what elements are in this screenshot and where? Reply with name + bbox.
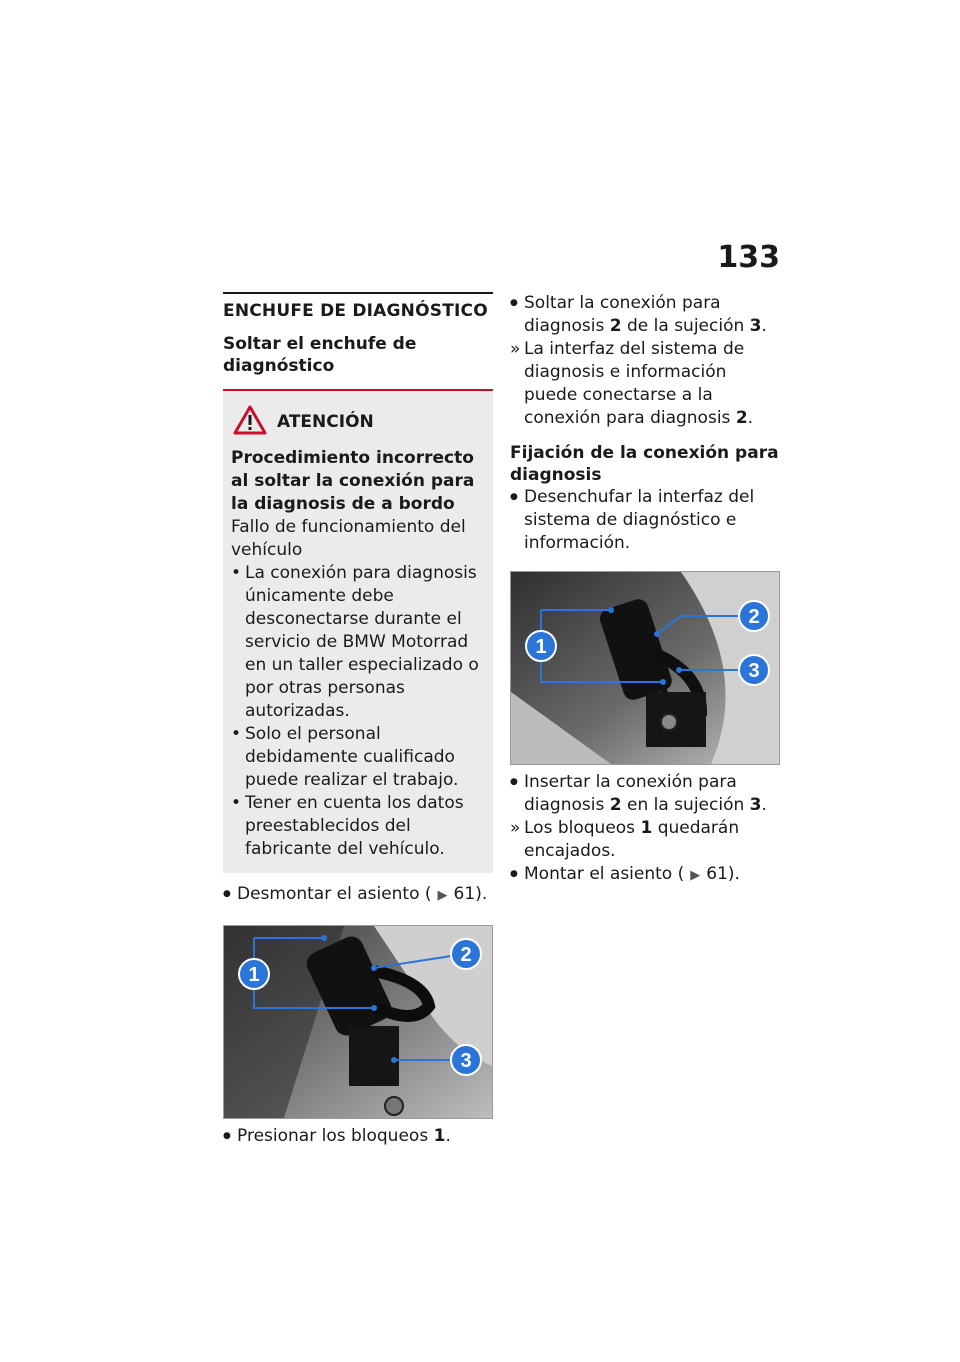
callout-label: 1 bbox=[248, 964, 260, 986]
page-ref-arrow-icon: ▶ bbox=[437, 888, 448, 903]
callout-label: 2 bbox=[460, 944, 472, 966]
section-title: ENCHUFE DE DIAGNÓSTICO bbox=[223, 301, 488, 321]
step-mount-seat: ● Montar el asiento ( ▶ 61). bbox=[510, 863, 780, 887]
step-remove-seat: ● Desmontar el asiento ( ▶ 61). bbox=[223, 883, 493, 907]
warning-item: • Tener en cuenta los datos preestablecidos del fabricante del vehículo. bbox=[231, 792, 485, 861]
step-release-connector: ● Soltar la conexión para diagnosis 2 de la sujeción 3. bbox=[510, 292, 780, 338]
subtitle-release: Soltar el enchufe de diagnóstico bbox=[223, 334, 417, 376]
warning-triangle-icon bbox=[233, 405, 267, 439]
figure-fix-connector bbox=[510, 571, 780, 765]
page-number: 133 bbox=[717, 240, 780, 275]
left-column bbox=[223, 292, 493, 1148]
warning-heading: Procedimiento incorrecto al soltar la conexión para la diagnosis de a bordo bbox=[231, 448, 475, 514]
callout-label: 2 bbox=[748, 606, 760, 628]
page-ref-link[interactable]: 61 bbox=[453, 884, 476, 904]
warning-item: • La conexión para diagnosis únicamente debe desconectarse durante el servicio de BMW Motorrad en un taller especializado o por otras personas autorizadas. bbox=[231, 562, 485, 723]
step-insert-connector: ● Insertar la conexión para diagnosis 2 en la sujeción 3. bbox=[510, 771, 780, 817]
page-ref-link[interactable]: 61 bbox=[706, 864, 728, 884]
subtitle-fixation: Fijación de la conexión para diagnosis bbox=[510, 443, 779, 485]
right-column bbox=[510, 292, 780, 887]
callout-label: 1 bbox=[535, 636, 547, 658]
result-release: » La interfaz del sistema de diagnosis e información puede conectarse a la conexión para diagnosis 2. bbox=[510, 338, 780, 430]
connector-photo bbox=[511, 572, 779, 764]
callout-label: 3 bbox=[748, 660, 760, 682]
warning-box bbox=[223, 389, 493, 873]
warning-item: • Solo el personal debidamente cualificado puede realizar el trabajo. bbox=[231, 723, 485, 792]
figure-release-connector bbox=[223, 925, 493, 1119]
warning-consequence: Fallo de funcionamiento del vehículo bbox=[231, 517, 466, 560]
warning-label: ATENCIÓN bbox=[277, 412, 374, 432]
warning-header bbox=[233, 401, 485, 443]
page-ref-arrow-icon: ▶ bbox=[690, 868, 701, 883]
result-insert: » Los bloqueos 1 quedarán encajados. bbox=[510, 817, 780, 863]
connector-photo bbox=[224, 926, 492, 1118]
callout-label: 3 bbox=[460, 1050, 472, 1072]
step-unplug-interface: ● Desenchufar la interfaz del sistema de diagnóstico e información. bbox=[510, 486, 780, 555]
step-press-locks: ● Presionar los bloqueos 1. bbox=[223, 1125, 493, 1148]
